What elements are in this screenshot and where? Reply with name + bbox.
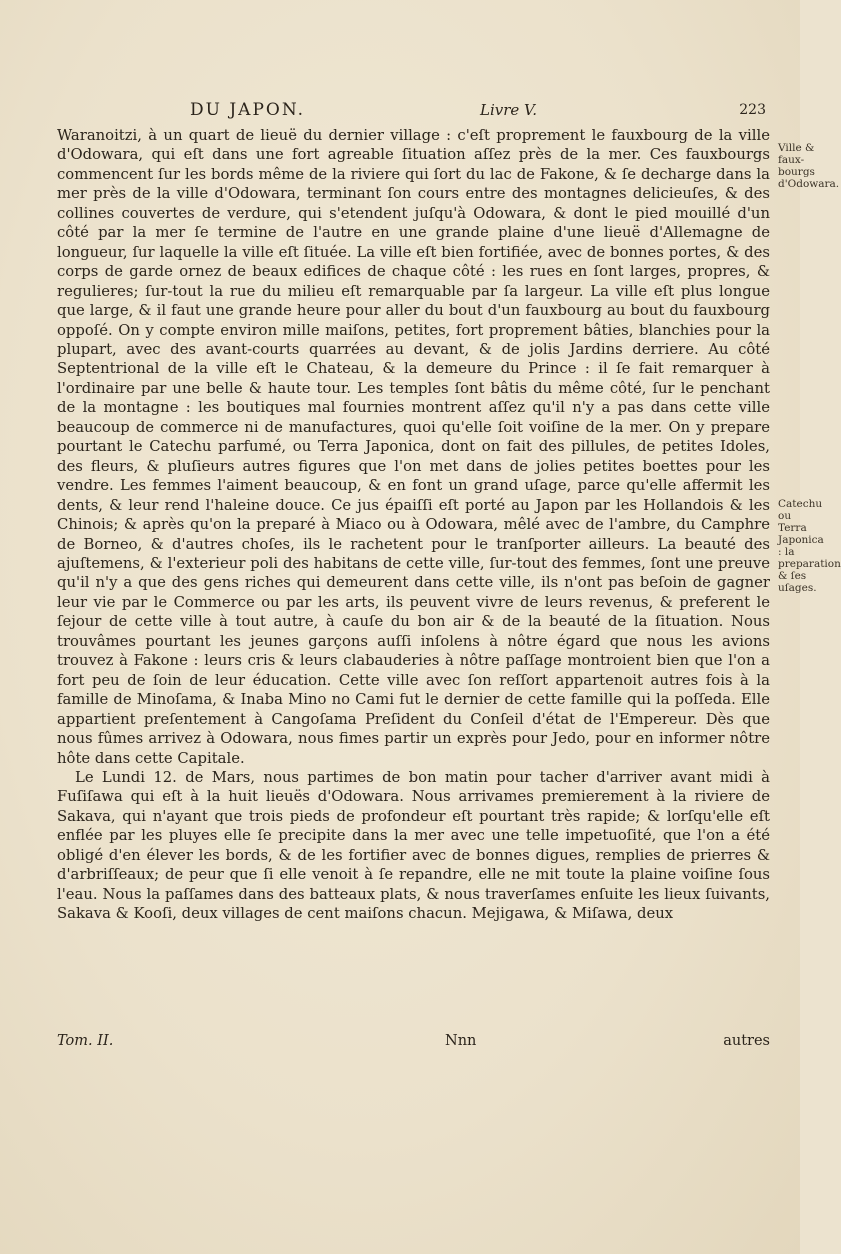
- paragraph: Waranoitzi, à un quart de lieuë du dernier village : c'eſt proprement le fauxbourg de la ville d'Odowara, qui eſt dans une fort agreable ſituation aſſez près de la mer. Ces fauxbourgs commencent ſur les bords même de la riviere qui ſort du lac de Fakone, & ſe decharge dans la mer près de la ville d'Odowara, terminant ſon cours entre des montagnes delicieuſes, & des collines couvertes de verdure, qui s'etendent juſqu'à Odowara, & dont le pied mouillé d'un côté par la mer ſe termine de l'autre en une grande plaine d'une lieuë d'Allemagne de longueur, ſur laquelle la ville eſt ſituée. La ville eſt bien fortifiée, avec de bonnes portes, & des corps de garde ornez de beaux edifices de chaque côté : les rues en ſont larges, propres, & regulieres; ſur-tout la rue du milieu eſt remarquable par ſa largeur. La ville eſt plus longue que large, & il faut une grande heure pour aller du bout d'un fauxbourg au bout du fauxbourg oppoſé. On y compte environ mille maiſons, petites, fort proprement bâties, blanchies pour la plupart, avec des avant-courts quarrées au devant, & de jolis Jardins derriere. Au côté Septentrional de la ville eſt le Chateau, & la demeure du Prince : il ſe fait remarquer à l'ordinaire par une belle & haute tour. Les temples ſont bâtis du même côté, ſur le penchant de la montagne : les boutiques mal fournies montrent aſſez qu'il n'y a pas dans cette ville beaucoup de commerce ni de manufactures, quoi qu'elle ſoit voiſine de la mer. On y prepare pourtant le Catechu parfumé, ou Terra Japonica, dont on fait des pillules, de petites Idoles, des fleurs, & pluſieurs autres figures que l'on met dans de jolies petites boettes pour les vendre. Les femmes l'aiment beaucoup, & en font un grand uſage, parce qu'elle affermit les dents, & leur rend l'haleine douce. Ce jus épaiſſi eſt porté au Japon par les Hollandois & les Chinois; & après qu'on la preparé à Miaco ou à Odowara, mêlé avec de l'ambre, du Camphre de Borneo, & d'autres choſes, ils le rachetent pour le tranſporter ailleurs. La beauté des ajuſtemens, & l'exterieur poli des habitans de cette ville, ſur-tout des femmes, ſont une preuve qu'il n'y a que des gens riches qui demeurent dans cette ville, ils n'ont pas beſoin de gagner leur vie par le Commerce ou par les arts, ils peuvent vivre de leurs revenus, & preferent le ſejour de cette ville à tout autre, à cauſe du bon air & de la beauté de la ſituation. Nous trouvâmes pourtant les jeunes garçons auſſi inſolens à nôtre égard que nous les avions trouvez à Fakone : leurs cris & leurs clabauderies à nôtre paſſage montroient bien que l'on a fort peu de ſoin de leur éducation. Cette ville avec ſon reſſort appartenoit autres fois à la famille de Minoſama, & Inaba Mino no Cami fut le dernier de cette famille qui la poſſeda. Elle appartient preſentement à Cangoſama Preſident du Conſeil d'état de l'Empereur. Dès que nous fûmes arrivez à Odowara, nous fimes partir un exprès pour Jedo, pour en informer nôtre hôte dans cette Capitale.: [57, 127, 770, 767]
- margin-note-odowara: Ville & faux-bourgs d'Odowara.: [778, 142, 840, 190]
- volume-label: Tom. II.: [57, 1033, 114, 1049]
- catchword: autres: [723, 1033, 770, 1049]
- margin-note-catechu: Catechu ou Terra Japonica : la preparation & ſes uſages.: [778, 498, 841, 594]
- body-text: [57, 126, 770, 924]
- running-title: DU JAPON.: [190, 100, 306, 120]
- paragraph: Le Lundi 12. de Mars, nous partimes de bon matin pour tacher d'arriver avant midi à Fuſiſawa qui eſt à la huit lieuës d'Odowara. Nous arrivames premierement à la riviere de Sakava, qui n'ayant que trois pieds de profondeur eſt pourtant très rapide; & lorſqu'elle eſt enflée par les pluyes elle ſe precipite dans la mer avec une telle impetuoſité, que l'on a été obligé d'en élever les bords, & de les fortifier avec de bonnes digues, remplies de prierres & d'arbriſſeaux; de peur que ſi elle venoit à ſe repandre, elle ne mit toute la plaine voiſine ſous l'eau. Nous la paſſames dans des batteaux plats, & nous traverſames enſuite les lieux ſuivants, Sakava & Kooſi, deux villages de cent maiſons chacun. Mejigawa, & Miſawa, deux: [57, 768, 770, 923]
- page-number: 223: [739, 102, 766, 118]
- signature-mark: Nnn: [445, 1033, 477, 1049]
- page-footer: [57, 1033, 770, 1053]
- running-header: [190, 100, 770, 122]
- book-section: Livre V.: [480, 101, 538, 119]
